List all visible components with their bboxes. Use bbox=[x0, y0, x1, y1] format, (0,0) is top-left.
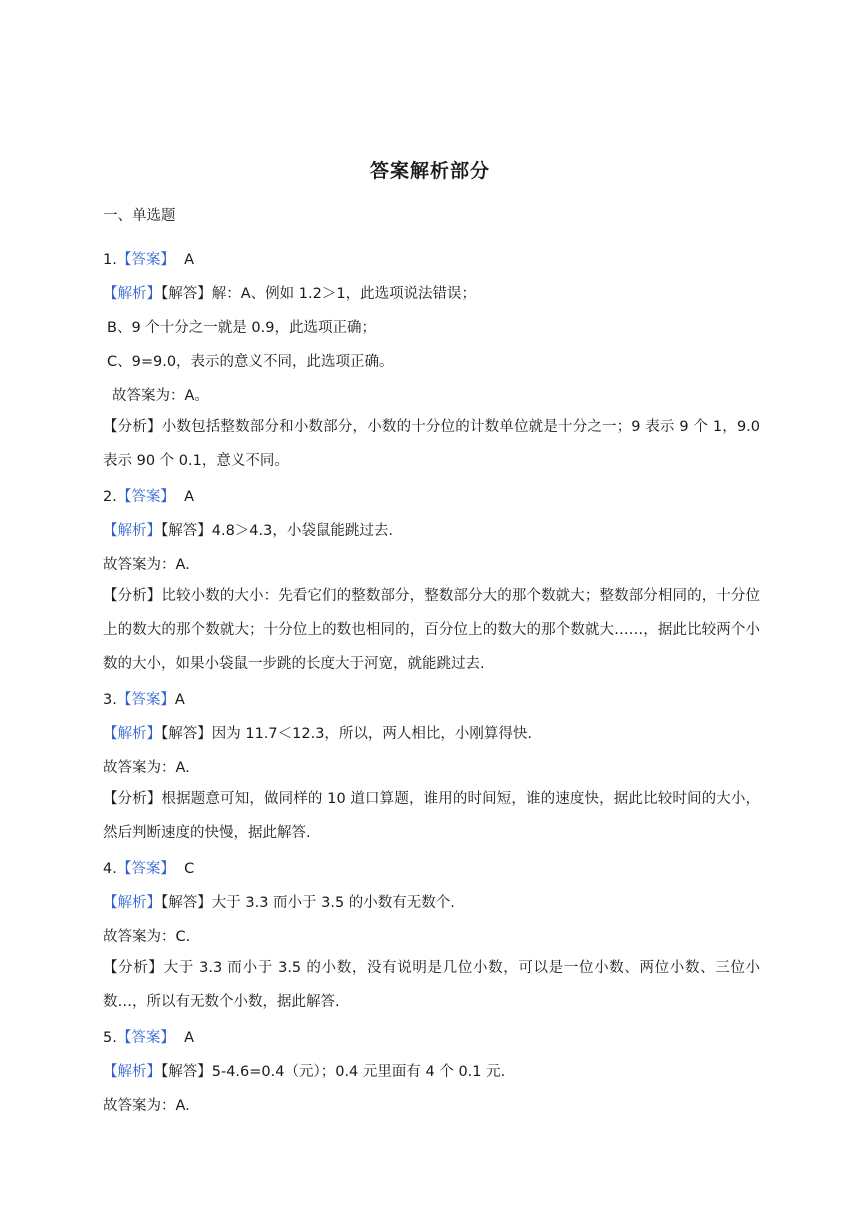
solution-tag: 【解答】 bbox=[161, 523, 212, 539]
q4-solution-line bbox=[103, 893, 455, 913]
q1-option-c: C、9=9.0，表示的意义不同，此选项正确。 bbox=[107, 354, 394, 370]
analysis-label: 【分析】 bbox=[103, 960, 164, 976]
solution-tag: 【解答】 bbox=[161, 1064, 212, 1080]
q3-solution: 因为 11.7＜12.3，所以，两人相比，小刚算得快. bbox=[211, 726, 533, 742]
q3-final: 故答案为：A. bbox=[103, 760, 190, 776]
answer-tag: 【答案】 bbox=[116, 861, 175, 877]
q5-solution-line bbox=[103, 1062, 505, 1082]
q1-final: 故答案为：A。 bbox=[112, 388, 209, 404]
answer-tag: 【答案】 bbox=[116, 252, 175, 268]
answer-tag: 【答案】 bbox=[116, 1030, 175, 1046]
q3-solution-line bbox=[103, 724, 532, 744]
q3-answer-line bbox=[103, 690, 185, 710]
q4-number: 4. bbox=[103, 861, 117, 877]
q2-answer: A bbox=[184, 489, 194, 505]
answer-tag: 【答案】 bbox=[116, 692, 175, 708]
analysis-tag: 【解析】 bbox=[103, 895, 161, 911]
q1-option-b: B、9 个十分之一就是 0.9，此选项正确； bbox=[107, 320, 376, 336]
q2-answer-line bbox=[103, 487, 194, 507]
q2-analysis-text: 比较小数的大小：先看它们的整数部分，整数部分大的那个数就大；整数部分相同的，十分位上的数大的那个数就大；十分位上的数也相同的，百分位上的数大的那个数就大……，据此比较两个小数的大小，如果小袋鼠一步跳的长度大于河宽，就能跳过去. bbox=[103, 588, 761, 672]
analysis-tag: 【解析】 bbox=[103, 523, 161, 539]
q1-solution-line bbox=[103, 284, 476, 304]
solution-tag: 【解答】 bbox=[161, 726, 212, 742]
analysis-label: 【分析】 bbox=[103, 588, 162, 604]
q3-analysis bbox=[103, 782, 760, 850]
q2-number: 2. bbox=[103, 489, 117, 505]
analysis-tag: 【解析】 bbox=[103, 726, 161, 742]
q4-analysis-text: 大于 3.3 而小于 3.5 的小数，没有说明是几位小数，可以是一位小数、两位小数、三位小数…，所以有无数个小数，据此解答. bbox=[103, 960, 761, 1010]
q1-answer: A bbox=[184, 252, 194, 268]
q4-solution: 大于 3.3 而小于 3.5 的小数有无数个. bbox=[211, 895, 455, 911]
solution-tag: 【解答】 bbox=[161, 286, 212, 302]
q5-solution: 5-4.6=0.4（元）；0.4 元里面有 4 个 0.1 元. bbox=[211, 1064, 506, 1080]
analysis-label: 【分析】 bbox=[103, 791, 162, 807]
q1-analysis bbox=[103, 410, 760, 478]
q1-solution: 解：A、例如 1.2＞1，此选项说法错误； bbox=[211, 286, 477, 302]
q5-final: 故答案为：A. bbox=[103, 1098, 190, 1114]
q4-final: 故答案为：C. bbox=[103, 929, 191, 945]
section-heading: 一、单选题 bbox=[103, 208, 176, 224]
page-title: 答案解析部分 bbox=[369, 160, 490, 182]
q3-analysis-text: 根据题意可知，做同样的 10 道口算题，谁用的时间短，谁的速度快，据此比较时间的大小，然后判断速度的快慢，据此解答. bbox=[103, 791, 760, 841]
q3-number: 3. bbox=[103, 692, 117, 708]
q5-answer: A bbox=[184, 1030, 194, 1046]
analysis-tag: 【解析】 bbox=[103, 286, 161, 302]
solution-tag: 【解答】 bbox=[161, 895, 212, 911]
q2-solution-line bbox=[103, 521, 393, 541]
q5-number: 5. bbox=[103, 1030, 117, 1046]
analysis-tag: 【解析】 bbox=[103, 1064, 161, 1080]
q2-final: 故答案为：A. bbox=[103, 557, 190, 573]
q1-number: 1. bbox=[103, 252, 117, 268]
q1-analysis-text: 小数包括整数部分和小数部分，小数的十分位的计数单位就是十分之一；9 表示 9 个 1，9.0 表示 90 个 0.1，意义不同。 bbox=[103, 419, 761, 469]
answer-tag: 【答案】 bbox=[116, 489, 175, 505]
q2-analysis bbox=[103, 579, 760, 681]
analysis-label: 【分析】 bbox=[103, 419, 162, 435]
q4-answer: C bbox=[184, 861, 195, 877]
q4-answer-line bbox=[103, 859, 194, 879]
q3-answer: A bbox=[174, 692, 185, 708]
q1-answer-line bbox=[103, 250, 194, 270]
q2-solution: 4.8＞4.3，小袋鼠能跳过去. bbox=[211, 523, 393, 539]
q5-answer-line bbox=[103, 1028, 194, 1048]
q4-analysis bbox=[103, 951, 760, 1019]
